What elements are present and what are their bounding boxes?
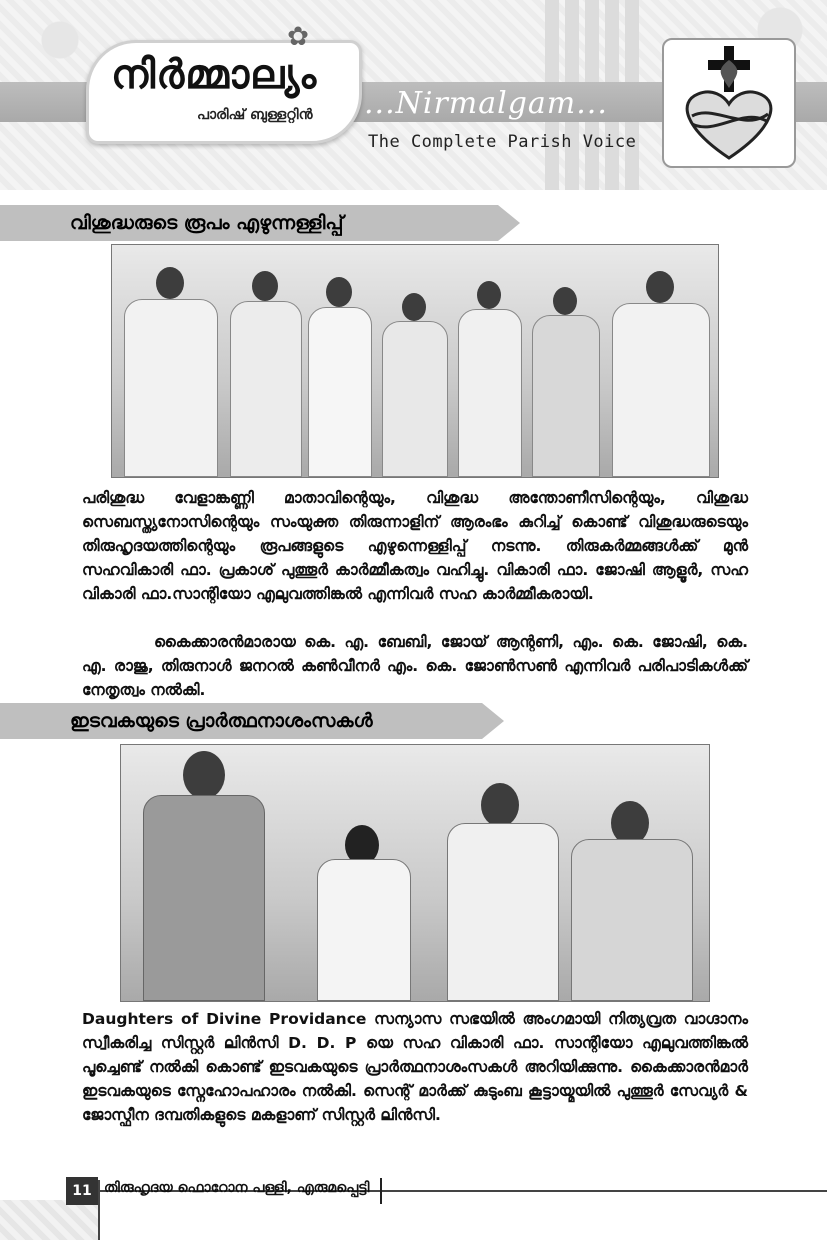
person bbox=[612, 271, 708, 477]
publication-title: ...Nirmalgam... bbox=[364, 86, 608, 121]
person bbox=[447, 783, 557, 1001]
person bbox=[382, 293, 446, 477]
section-heading-procession bbox=[0, 205, 498, 241]
procession-photo bbox=[111, 244, 719, 478]
section2-paragraph: Daughters of Divine Providance സന്യാസ സഭയിൽ അംഗമായി നിത്യവ്രത വാഗ്ദാനം സ്വീകരിച്ച സിസ്റ്റർ ലിൻസി D. D. P യെ സഹ വികാരി ഫാ. സാന്റിയോ എലുവത്തിങ്കൽ പൂച്ചെണ്ട് നൽകി കൊണ്ട് ഇടവകയുടെ പ്രാർത്ഥനാശംസകൾ അറിയിക്കുന്നു. കൈക്കാരൻമാർ ഇടവകയുടെ സ്നേഹോപഹാരം നൽകി. സെന്റ് മാർക്ക് കുടുംബ കൂട്ടായ്മയിൽ പുത്തൂർ സേവ്യർ & ജോസ്ഫീന ദമ്പതികളുടെ മകളാണ് സിസ്റ്റർ ലിൻസി. bbox=[82, 1010, 748, 1124]
person bbox=[532, 287, 598, 477]
logo-title: നിർമ്മാല്യം bbox=[111, 51, 318, 98]
tagline: The Complete Parish Voice bbox=[368, 132, 637, 152]
section1-paragraph: പരിശുദ്ധ വേളാങ്കണ്ണി മാതാവിന്റെയും, വിശുദ്ധ അന്തോണീസിന്റെയും, വിശുദ്ധ സെബസ്ത്യനോസിന്റെയും സംയുക്ത തിരുന്നാളിന് ആരംഭം കുറിച്ച് കൊണ്ട് വിശുദ്ധരുടെയും തിരുഹൃദയത്തിന്റെയും രൂപങ്ങളുടെ എഴുന്നെള്ളിപ്പ് നടന്നു. തിരുകർമ്മങ്ങൾക്ക് മുൻ സഹവികാരി ഫാ. പ്രകാശ് പുത്തൂർ കാർമ്മീകത്വം വഹിച്ചു. വികാരി ഫാ. ജോഷി ആളൂർ, സഹ വികാരി ഫാ.സാന്റിയോ എലുവത്തിങ്കൽ എന്നിവർ സഹ കാർമ്മീകരായി. bbox=[82, 489, 748, 603]
footer-divider bbox=[98, 1180, 100, 1240]
section-heading-greetings bbox=[0, 703, 482, 739]
masthead bbox=[0, 0, 827, 190]
logo-subtitle: പാരിഷ് ബുള്ളറ്റിൻ bbox=[197, 107, 313, 123]
person bbox=[317, 825, 409, 1001]
page-number: 11 bbox=[66, 1177, 98, 1205]
person bbox=[571, 801, 691, 1001]
lotus-icon: ✿ bbox=[287, 22, 309, 52]
sacred-heart-cross-icon bbox=[662, 38, 796, 168]
person bbox=[230, 271, 300, 477]
section-title: വിശുദ്ധരുടെ രൂപം എഴുന്നള്ളിപ്പ് bbox=[70, 212, 344, 234]
logo bbox=[86, 22, 362, 144]
section1-paragraph-2: കൈക്കാരൻമാരായ കെ. എ. ബേബി, ജോയ് ആന്റണി, എം. കെ. ജോഷി, കെ. എ. രാജു, തിരുനാൾ ജനറൽ കൺവീനർ എം. കെ. ജോൺസൺ എന്നിവർ പരിപാടികൾക്ക് നേതൃത്വം നൽകി. bbox=[82, 633, 748, 699]
section-title: ഇടവകയുടെ പ്രാർത്ഥനാശംസകൾ bbox=[70, 710, 373, 732]
footer-separator bbox=[380, 1178, 382, 1204]
greeting-photo bbox=[120, 744, 710, 1002]
person bbox=[143, 751, 263, 1001]
person bbox=[308, 277, 370, 477]
footer-decoration bbox=[0, 1200, 98, 1240]
footer-parish-name: തിരുഹൃദയ ഫൊറോന പള്ളി, എരുമപ്പെട്ടി bbox=[104, 1180, 370, 1196]
person bbox=[458, 281, 520, 477]
person bbox=[124, 267, 216, 477]
